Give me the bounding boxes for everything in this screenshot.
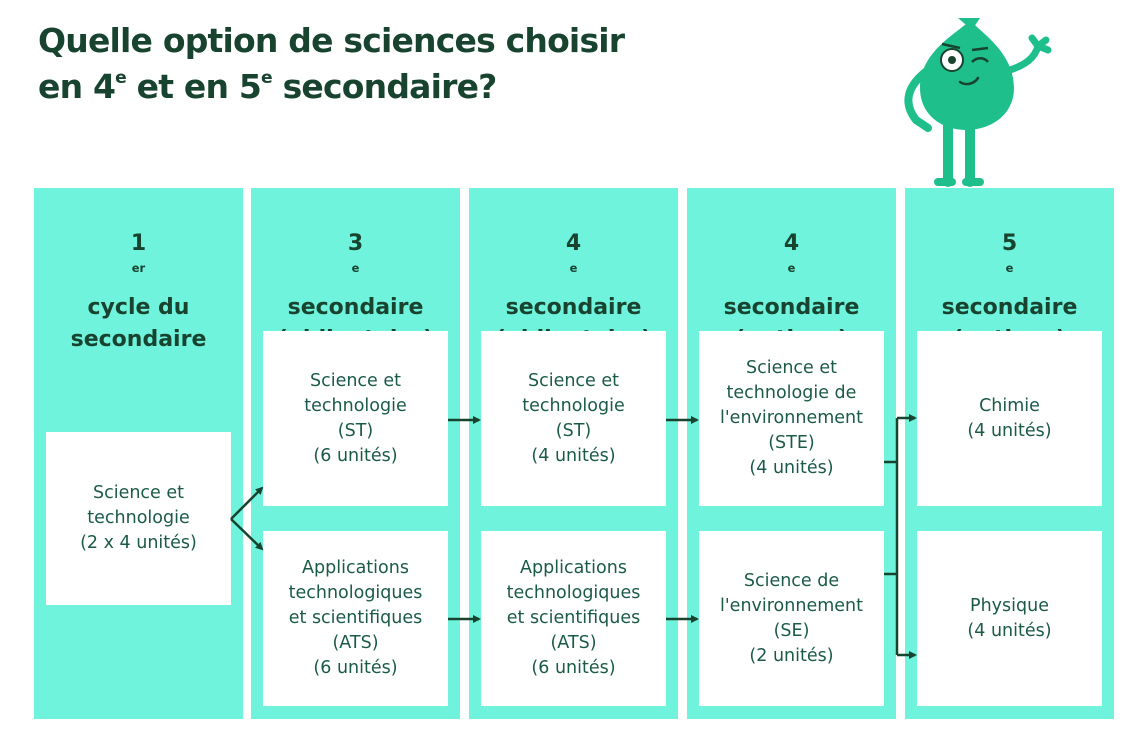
column-heading: 3 $^e$ secondaire — [287, 231, 424, 320]
box-sec3-st: Science et technologie (ST) (6 unités) — [263, 331, 448, 506]
box-sec5-chimie: Chimie (4 unités) — [917, 331, 1102, 506]
box-cycle1-science-technologie: Science et technologie (2 x 4 unités) — [46, 432, 231, 605]
box-sec4-se: Science de l'environnement (SE) (2 unités) — [699, 531, 884, 706]
title-line-2: en 4e et en 5e secondaire? — [38, 67, 497, 106]
box-sec4-ats: Applications technologiques et scientifiques (ATS) (6 unités) — [481, 531, 666, 706]
column-heading: 5 $^e$ secondaire — [941, 231, 1078, 320]
arrow-cycle1-to-st — [231, 488, 262, 519]
column-heading: 4 $^e$ secondaire — [723, 231, 860, 320]
title-line-1: Quelle option de sciences choisir — [38, 21, 625, 60]
box-sec3-ats: Applications technologiques et scientifiques (ATS) (6 unités) — [263, 531, 448, 706]
arrow-cycle1-to-ats — [231, 519, 262, 549]
column-heading: 4 $^e$ secondaire — [505, 231, 642, 320]
box-sec4-ste: Science et technologie de l'environnement (STE) (4 unités) — [699, 331, 884, 506]
box-sec4-st: Science et technologie (ST) (4 unités) — [481, 331, 666, 506]
column-heading: 1 $^{er}$ cycle du secondaire — [70, 231, 207, 352]
box-sec5-physique: Physique (4 unités) — [917, 531, 1102, 706]
